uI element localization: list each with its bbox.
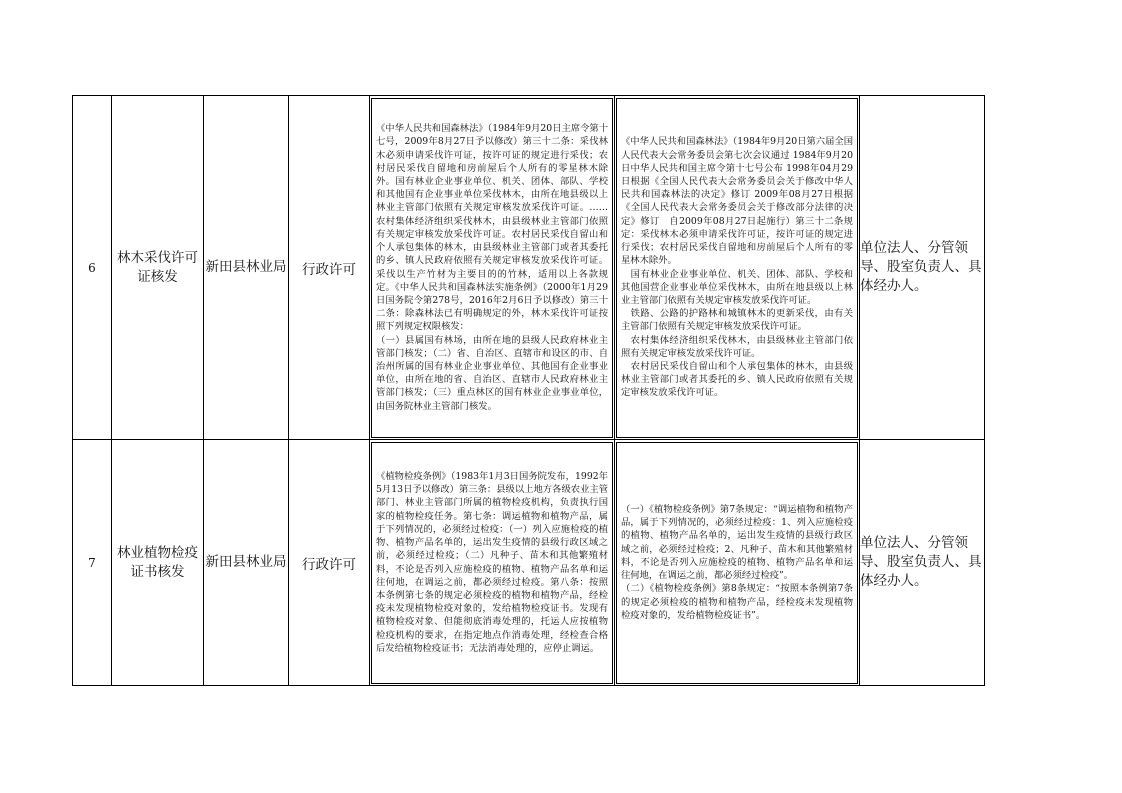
item-name: 林木采伐许可证核发 <box>112 96 204 440</box>
legal-detail-box <box>616 442 858 684</box>
legal-basis-text: 《植物检疫条例》（1983年1月3日国务院发布，1992年5月13日予以修改）第三条：县级以上地方各级农业主管部门、林业主管部门所属的植物检疫机构，负责执行国家的植物检疫任务。第七条：调运植物和植物产品，属于下列情况的，必须经过检疫：（一）列入应施检疫的植物、植物产品名单的，运出发生疫情的县级行政区域之前，必须经过检疫；（二）凡种子、苗木和其他繁殖材料，不论是否列入应施检疫的植物、植物产品名单和运往何地，在调运之前，都必须经过检疫。第八条：按照本条例第七条的规定必须检疫的植物和植物产品，经检疫未发现植物检疫对象的，发给植物检疫证书。发现有植物检疫对象、但能彻底消毒处理的，托运人应按植物检疫机构的要求，在指定地点作消毒处理，经检查合格后发给植物检疫证书；无法消毒处理的，应停止调运。 <box>376 471 608 654</box>
permit-table <box>72 95 985 686</box>
table-row <box>73 440 985 686</box>
item-name: 林业植物检疫证书核发 <box>112 440 204 686</box>
legal-detail-box <box>616 98 858 438</box>
legal-detail-text: 《中华人民共和国森林法》（1984年9月20日第六届全国人民代表大会常务委员会第七次会议通过 1984年9月20日中华人民共和国主席令第十七号公布 1998年04月29日根据《全国人民代表大会常务委员会关于修改中华人民共和国森林法的决定》修订 2009年08月27日根据《全国人民代表大会常务委员会关于修改部分法律的决定》修订 自2009年08月27日起施行）第三十二条规定：采伐林木必须申请采伐许可证，按许可证的规定进行采伐；农村居民采伐自留地和房前屋后个人所有的零星林木除外。 国有林业企业事业单位、机关、团体、部队、学校和其他国营企业事业单位采伐林木，由所在地县级以上林业主管部门依照有关规定审核发放采伐许可证。 铁路、公路的护路林和城镇林木的更新采伐，由有关主管部门依照有关规定审核发放采伐许可证。 农村集体经济组织采伐林木，由县级林业主管部门依照有关规定审核发放采伐许可证。 农村居民采伐自留山和个人承包集体的林木，由县级林业主管部门或者其委托的乡、镇人民政府依照有关规定审核发放采伐许可证。 <box>621 136 853 399</box>
permit-type: 行政许可 <box>289 440 370 686</box>
department: 新田县林业局 <box>204 96 289 440</box>
legal-detail-cell <box>615 440 860 686</box>
legal-basis-cell <box>370 440 615 686</box>
department: 新田县林业局 <box>204 440 289 686</box>
legal-basis-cell <box>370 96 615 440</box>
responsible-persons: 单位法人、分管领导、股室负责人、具体经办人。 <box>860 440 985 686</box>
row-number: 6 <box>73 96 112 440</box>
row-number: 7 <box>73 440 112 686</box>
legal-basis-text: 《中华人民共和国森林法》（1984年9月20日主席令第十七号，2009年8月27日予以修改）第三十二条：采伐林木必须申请采伐许可证，按许可证的规定进行采伐；农村居民采伐自留地和房前屋后个人所有的零星林木除外。国有林业企业事业单位、机关、团体、部队、学校和其他国有企业事业单位采伐林木，由所在地县级以上林业主管部门依照有关规定审核发放采伐许可证。……农村集体经济组织采伐林木，由县级林业主管部门依照有关规定审核发放采伐许可证。农村居民采伐自留山和个人承包集体的林木，由县级林业主管部门或者其委托的乡、镇人民政府依照有关规定审核发放采伐许可证。采伐以生产竹材为主要目的的竹林，适用以上各款规定。《中华人民共和国森林法实施条例》（2000年1月29日国务院令第278号，2016年2月6日予以修改）第三十二条：除森林法已有明确规定的外，林木采伐许可证按照下列规定权限核发： （一）县属国有林场，由所在地的县级人民政府林业主管部门核发；（二）省、自治区、直辖市和设区的市、自治州所属的国有林业企业事业单位、其他国有企业事业单位，由所在地的省、自治区、直辖市人民政府林业主管部门核发；（三）重点林区的国有林业企业事业单位，由国务院林业主管部门核发。 <box>376 123 608 412</box>
legal-detail-cell <box>615 96 860 440</box>
legal-basis-box <box>371 98 613 438</box>
legal-detail-text: （一）《植物检疫条例》第7条规定：“调运植物和植物产品，属于下列情况的，必须经过检疫：1、列入应施检疫的植物、植物产品名单的，运出发生疫情的县级行政区域之前，必须经过检疫；2、凡种子、苗木和其他繁殖材料，不论是否列入应施检疫的植物、植物产品名单和运往何地，在调运之前，都必须经过检疫”。 （二）《植物检疫条例》第8条规定：“按照本条例第7条的规定必须检疫的植物和植物产品，经检疫未发现植物检疫对象的，发给植物检疫证书”。 <box>621 504 853 621</box>
table-row <box>73 96 985 440</box>
legal-basis-box <box>371 442 613 684</box>
permit-type: 行政许可 <box>289 96 370 440</box>
responsible-persons: 单位法人、分管领导、股室负责人、具体经办人。 <box>860 96 985 440</box>
